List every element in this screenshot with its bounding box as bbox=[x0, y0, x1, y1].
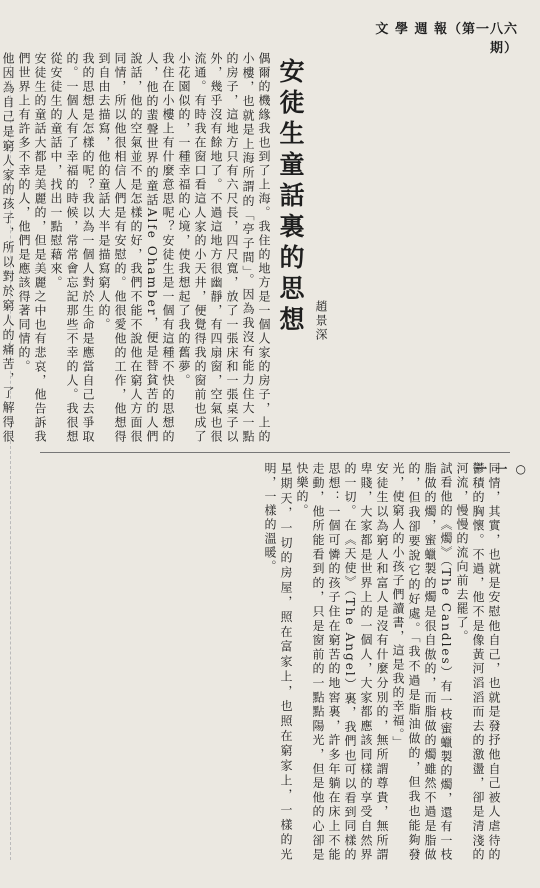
paragraph: 安徒生的童話大都是美麗的，但是美麗之中也有悲哀，他告訴我們世界上有許多不幸的人，他們是應該得著同情的。 bbox=[17, 52, 47, 444]
lower-text-block bbox=[32, 462, 502, 862]
paragraph: 同情，其實，也就是安慰他自己，也就是發抒他自己被人虐待的鬱積的胸懷。不過，他不是像黃河滔滔而去的激盪，卻是清淺的河流，慢慢的流向前去罷了。 bbox=[455, 462, 501, 862]
paragraph: 偶爾的機緣我也到了上海。我住的地方是一個人家的房子，上的小樓，也就是上海所謂的「亭子間」。因為我沒有能力住大一點的房子，這地方只有六尺長，四尺寬，放了一張床和一張桌子以外，幾乎沒有餘地了。不過這地方很幽靜，有四扇窗，空氣也很流通。有時我在窗口看這人家的小天井，便覺得我的窗前也成了小花園似的，一種幸福的心境，使我想起了我的舊夢。 bbox=[177, 52, 271, 444]
running-head: 文 學 週 報（第一八六期） bbox=[375, 22, 518, 56]
article-author: 趙景深 bbox=[314, 300, 328, 342]
paragraph: 我住在小樓上有什麼意思呢？安徒生是一個有這種不快的思想的人，他的蜚聲世界的童話Alfe Ohamber，便是替貧苦的人們說話，他的空氣並不是怎樣的好，我們不能不說他在窮人方面很同情，所以他很相信人們是有安慰的。他很愛他的工作，他想得到自由去描寫，他的童話大半是描寫窮人的。 bbox=[97, 52, 175, 444]
paragraph: 他因為自己是窮人家的孩子，所以對於窮人的痛苦，了解得很 bbox=[1, 52, 15, 444]
paragraph: 星期天，一切的房屋，照在富家上，也照在窮家上，一樣的光明，一樣的溫暖。 bbox=[263, 462, 293, 862]
section-divider bbox=[40, 452, 510, 453]
paragraph: 安徒生以為窮人和富人是沒有什麼分別的，無所謂尊貴，無所謂卑賤，大家都是世界上的一個人，大家都應該同樣的享受自然界的一切。在《天使》（The Angel）裏，我們也可以看到同樣的思想：一個可憐的孩子住在窮苦的地窖裏，許多年躺在床上不能走動，他所能看到的，只是窗前的一點點陽光，但是他的心卻是快樂的。 bbox=[295, 462, 389, 862]
paragraph: 我的思想是怎樣的呢？我以為一個人對於生命是應當自己去爭取的。一個人有了幸福的時候，常常會忘記那些不幸的人。我很想從安徒生的童話中，找出一點慰藉來。 bbox=[49, 52, 95, 444]
article-title: 安徒生童話裏的思想 bbox=[276, 58, 305, 337]
page-number: 一 一 ○ bbox=[475, 462, 528, 476]
paragraph: 試看他的《燭》（The Candles）有一枝蜜蠟製的燭，還有一枝脂做的燭，蜜蠟製的燭是很自傲的，而脂做的燭雖然不過是脂做的，但我卻要說它的好處。「我不過是脂油做的，但我也能夠發光，使窮人的小孩子們讀書，這是我的幸福。」 bbox=[391, 462, 453, 862]
upper-text-block bbox=[1, 52, 272, 444]
